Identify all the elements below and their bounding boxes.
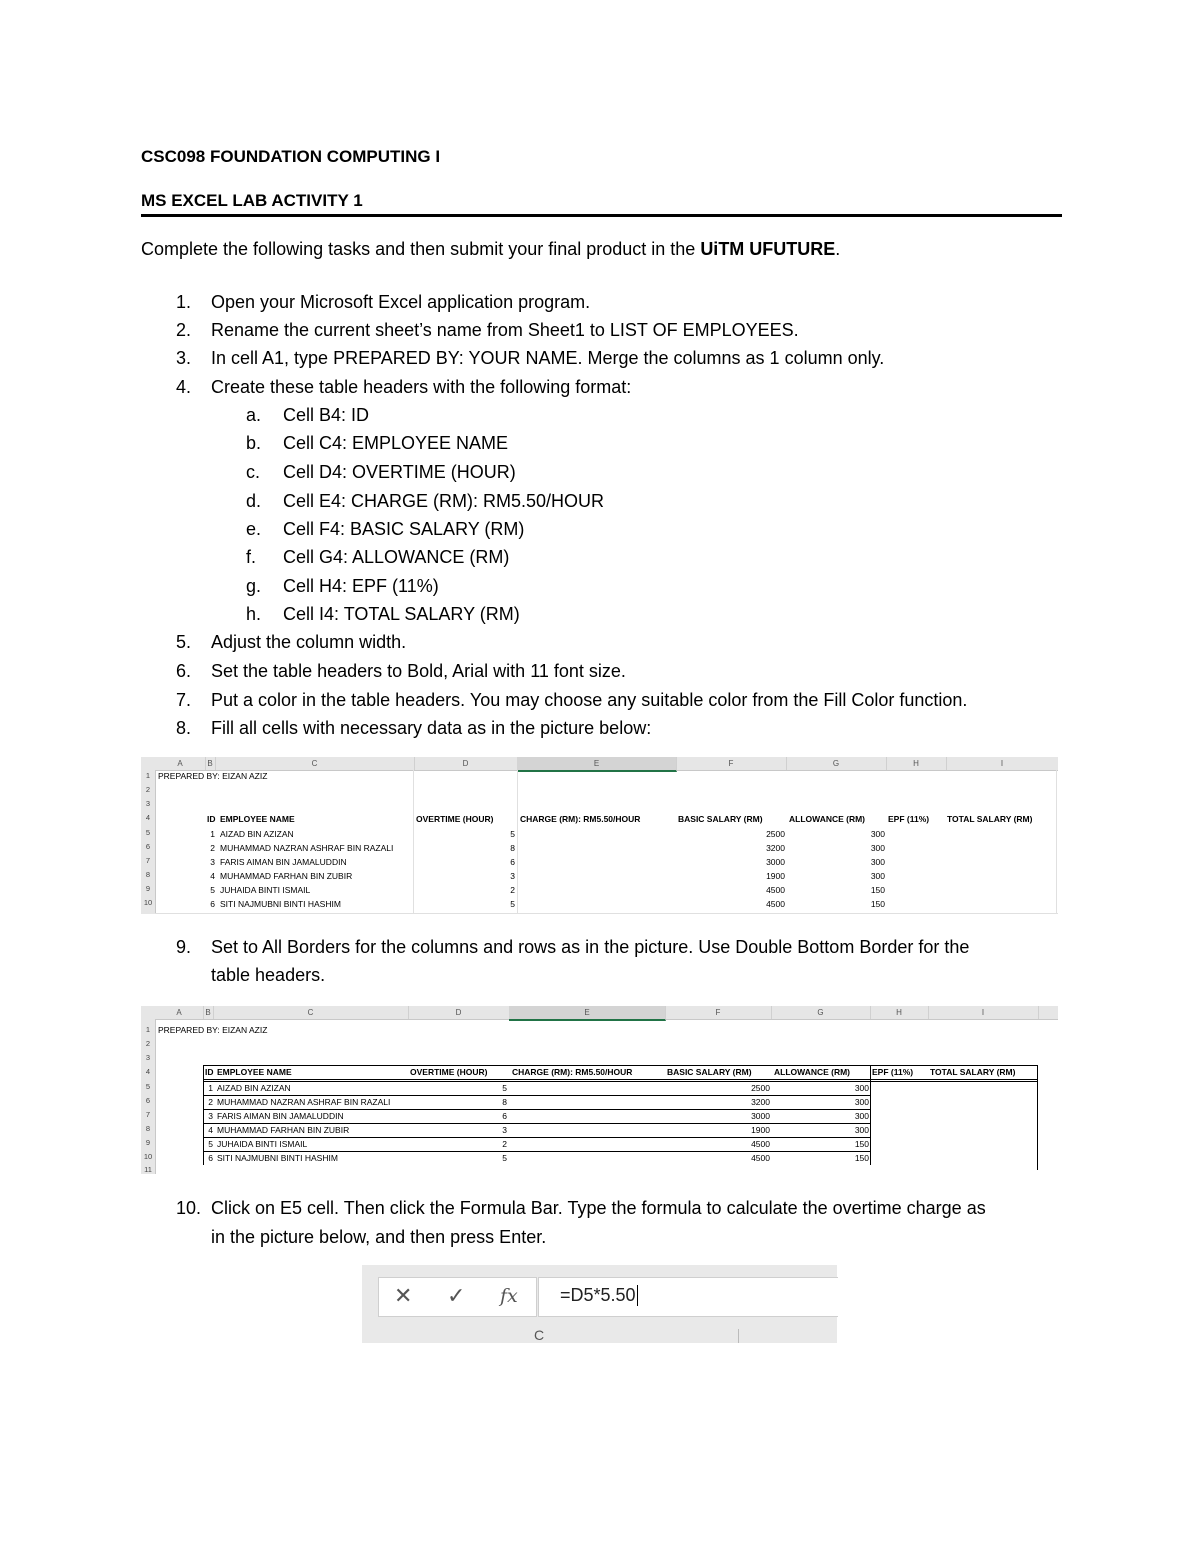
cell-basic: 4500 — [751, 1153, 770, 1163]
cell-overtime: 2 — [502, 1139, 507, 1149]
step-8: 8. Fill all cells with necessary data as in the picture below: — [176, 718, 652, 738]
substep-d: d. Cell E4: CHARGE (RM): RM5.50/HOUR — [246, 491, 605, 511]
row-header-9: 9 — [145, 884, 151, 893]
step-10: 10. Click on E5 cell. Then click the Formula Bar. Type the formula to calculate the overtime charge as — [176, 1198, 986, 1218]
header-basic-salary: BASIC SALARY (RM) — [678, 814, 763, 824]
cell-overtime: 5 — [510, 829, 515, 839]
col-header-c: C — [215, 757, 415, 770]
row-header-1: 1 — [145, 771, 151, 780]
header-basic-salary: BASIC SALARY (RM) — [667, 1067, 752, 1077]
gridline — [517, 770, 518, 914]
col-header-a: A — [155, 1006, 204, 1019]
header-charge: CHARGE (RM): RM5.50/HOUR — [512, 1067, 633, 1077]
excel-screenshot-2 — [141, 1006, 1058, 1174]
cell-id: 4 — [208, 1125, 213, 1135]
cell-allowance: 300 — [854, 1083, 869, 1093]
col-header-i: I — [946, 757, 1058, 770]
cell-name: SITI NAJMUBNI BINTI HASHIM — [217, 1153, 338, 1163]
gridline — [413, 770, 414, 914]
cell-overtime: 2 — [510, 885, 515, 895]
row-header-2: 2 — [145, 785, 151, 794]
col-header-e: E — [517, 757, 677, 772]
cell-basic: 2500 — [766, 829, 785, 839]
step-9: 9. Set to All Borders for the columns and rows as in the picture. Use Double Bottom Border for the — [176, 937, 970, 957]
title-divider — [141, 214, 1062, 217]
header-employee-name: EMPLOYEE NAME — [220, 814, 295, 824]
formula-input[interactable]: =D5*5.50 — [560, 1285, 636, 1305]
cell-overtime: 6 — [502, 1111, 507, 1121]
col-header-f: F — [676, 757, 787, 770]
cell-basic: 3000 — [751, 1111, 770, 1121]
header-allowance: ALLOWANCE (RM) — [789, 814, 866, 824]
header-total-salary: TOTAL SALARY (RM) — [930, 1067, 1016, 1077]
lab-title: MS EXCEL LAB ACTIVITY 1 — [141, 191, 363, 210]
col-header-d: D — [414, 757, 518, 770]
header-allowance: ALLOWANCE (RM) — [774, 1067, 851, 1077]
header-id: ID — [207, 814, 216, 824]
row-header-6: 6 — [145, 1096, 151, 1105]
cell-overtime: 8 — [510, 843, 515, 853]
cell-allowance: 150 — [854, 1153, 869, 1163]
cell-basic: 1900 — [766, 871, 785, 881]
row-header-9: 9 — [145, 1138, 151, 1147]
formula-bar-screenshot — [362, 1265, 837, 1343]
step-4: 4. Create these table headers with the following format: — [176, 377, 632, 397]
header-overtime: OVERTIME (HOUR) — [416, 814, 494, 824]
row-header-8: 8 — [145, 1124, 151, 1133]
cell-id: 2 — [210, 843, 215, 853]
row-header-7: 7 — [145, 1110, 151, 1119]
row-header-5: 5 — [145, 828, 151, 837]
cell-overtime: 5 — [510, 899, 515, 909]
cell-allowance: 300 — [854, 1125, 869, 1135]
intro-paragraph — [141, 240, 840, 258]
cell-name: AIZAD BIN AZIZAN — [217, 1083, 291, 1093]
row-header-10: 10 — [143, 898, 153, 907]
intro-suffix: . — [835, 239, 841, 259]
cell-basic: 4500 — [751, 1139, 770, 1149]
row-header-10: 10 — [143, 1152, 153, 1161]
row-header-4: 4 — [145, 813, 151, 822]
table-border — [1037, 1065, 1038, 1170]
step-6: 6. Set the table headers to Bold, Arial with 11 font size. — [176, 661, 626, 681]
cell-overtime: 5 — [502, 1083, 507, 1093]
cell-id: 6 — [210, 899, 215, 909]
excel-screenshot-1 — [141, 757, 1058, 914]
cell-name: MUHAMMAD FARHAN BIN ZUBIR — [217, 1125, 350, 1135]
cell-allowance: 300 — [870, 857, 885, 867]
cell-basic: 1900 — [751, 1125, 770, 1135]
step-1: 1. Open your Microsoft Excel application program. — [176, 292, 591, 312]
cell-allowance: 150 — [870, 885, 885, 895]
cell-overtime: 6 — [510, 857, 515, 867]
header-charge: CHARGE (RM): RM5.50/HOUR — [520, 814, 641, 824]
cell-name: JUHAIDA BINTI ISMAIL — [220, 885, 311, 895]
step-2: 2. Rename the current sheet’s name from Sheet1 to LIST OF EMPLOYEES. — [176, 320, 799, 340]
cell-id: 4 — [210, 871, 215, 881]
cell-name: FARIS AIMAN BIN JAMALUDDIN — [217, 1111, 344, 1121]
substep-g: g. Cell H4: EPF (11%) — [246, 576, 439, 596]
cell-id: 5 — [208, 1139, 213, 1149]
table-border — [203, 1065, 1038, 1066]
cell-basic: 4500 — [766, 885, 785, 895]
cell-overtime: 5 — [502, 1153, 507, 1163]
cell-basic: 3000 — [766, 857, 785, 867]
column-letter: C — [534, 1327, 545, 1343]
step-5: 5. Adjust the column width. — [176, 632, 407, 652]
cell-id: 5 — [210, 885, 215, 895]
cell-name: AIZAD BIN AZIZAN — [220, 829, 294, 839]
intro-prefix: Complete the following tasks and then submit your final product in the — [141, 239, 701, 259]
cell-id: 2 — [208, 1097, 213, 1107]
row-header-6: 6 — [145, 842, 151, 851]
course-title: CSC098 FOUNDATION COMPUTING I — [141, 147, 441, 166]
cell-basic: 4500 — [766, 899, 785, 909]
header-epf: EPF (11%) — [888, 814, 930, 824]
cell-a1: PREPARED BY: EIZAN AZIZ — [158, 771, 268, 781]
col-header-c: C — [213, 1006, 409, 1019]
cell-overtime: 8 — [502, 1097, 507, 1107]
gridline — [1056, 770, 1057, 914]
col-header-g: G — [786, 757, 887, 770]
row-header-8: 8 — [145, 870, 151, 879]
table-border — [203, 1079, 1038, 1080]
cell-allowance: 300 — [870, 843, 885, 853]
row-header-1: 1 — [145, 1025, 151, 1034]
table-border — [870, 1065, 871, 1165]
cell-overtime: 3 — [510, 871, 515, 881]
row-header-11: 11 — [144, 1165, 152, 1174]
cell-basic: 3200 — [766, 843, 785, 853]
col-header-f: F — [665, 1006, 772, 1019]
substep-b: b. Cell C4: EMPLOYEE NAME — [246, 433, 509, 453]
cell-name: JUHAIDA BINTI ISMAIL — [217, 1139, 308, 1149]
col-header-d: D — [408, 1006, 510, 1019]
function-icon[interactable]: fx — [500, 1285, 518, 1307]
substep-e: e. Cell F4: BASIC SALARY (RM) — [246, 519, 525, 539]
cell-basic: 2500 — [751, 1083, 770, 1093]
close-icon[interactable]: ✕ — [394, 1283, 413, 1308]
col-header-h: H — [886, 757, 947, 770]
check-icon[interactable]: ✓ — [447, 1283, 466, 1308]
cell-a1: PREPARED BY: EIZAN AZIZ — [158, 1025, 268, 1035]
row-header-3: 3 — [145, 799, 151, 808]
cell-allowance: 150 — [870, 899, 885, 909]
substep-c: c. Cell D4: OVERTIME (HOUR) — [246, 462, 516, 482]
substep-f: f. Cell G4: ALLOWANCE (RM) — [246, 547, 510, 567]
intro-bold: UiTM UFUTURE — [700, 239, 836, 259]
cell-allowance: 300 — [870, 829, 885, 839]
cell-allowance: 300 — [870, 871, 885, 881]
col-header-i: I — [928, 1006, 1039, 1019]
gridline — [155, 913, 1058, 914]
cell-id: 3 — [208, 1111, 213, 1121]
col-header-h: H — [870, 1006, 929, 1019]
row-header-4: 4 — [145, 1067, 151, 1076]
cell-id: 6 — [208, 1153, 213, 1163]
cell-overtime: 3 — [502, 1125, 507, 1135]
col-header-b: B — [203, 1006, 214, 1019]
column-divider — [738, 1329, 739, 1343]
col-header-e: E — [509, 1006, 666, 1021]
step-3: 3. In cell A1, type PREPARED BY: YOUR NAME. Merge the columns as 1 column only. — [176, 348, 885, 368]
step-9-continued: table headers. — [211, 965, 326, 985]
header-total-salary: TOTAL SALARY (RM) — [947, 814, 1033, 824]
col-header-a: A — [155, 757, 206, 770]
cell-name: SITI NAJMUBNI BINTI HASHIM — [220, 899, 341, 909]
cell-id: 1 — [208, 1083, 213, 1093]
row-header-5: 5 — [145, 1082, 151, 1091]
step-7: 7. Put a color in the table headers. You may choose any suitable color from the Fill Color function. — [176, 690, 968, 710]
header-overtime: OVERTIME (HOUR) — [410, 1067, 488, 1077]
cell-name: FARIS AIMAN BIN JAMALUDDIN — [220, 857, 347, 867]
row-header-3: 3 — [145, 1053, 151, 1062]
header-epf: EPF (11%) — [872, 1067, 914, 1077]
substep-h: h. Cell I4: TOTAL SALARY (RM) — [246, 604, 520, 624]
cell-basic: 3200 — [751, 1097, 770, 1107]
cell-allowance: 300 — [854, 1097, 869, 1107]
cell-allowance: 150 — [854, 1139, 869, 1149]
col-header-b: B — [205, 757, 216, 770]
step-10-continued: in the picture below, and then press Enter. — [211, 1227, 547, 1247]
col-header-g: G — [771, 1006, 871, 1019]
cell-name: MUHAMMAD NAZRAN ASHRAF BIN RAZALI — [217, 1097, 391, 1107]
header-id: ID — [205, 1067, 214, 1077]
cell-name: MUHAMMAD NAZRAN ASHRAF BIN RAZALI — [220, 843, 394, 853]
cell-name: MUHAMMAD FARHAN BIN ZUBIR — [220, 871, 353, 881]
row-header-2: 2 — [145, 1039, 151, 1048]
row-header-7: 7 — [145, 856, 151, 865]
cell-id: 1 — [210, 829, 215, 839]
table-border — [203, 1081, 1038, 1082]
substep-a: a. Cell B4: ID — [246, 405, 370, 425]
cell-id: 3 — [210, 857, 215, 867]
cell-allowance: 300 — [854, 1111, 869, 1121]
header-employee-name: EMPLOYEE NAME — [217, 1067, 292, 1077]
